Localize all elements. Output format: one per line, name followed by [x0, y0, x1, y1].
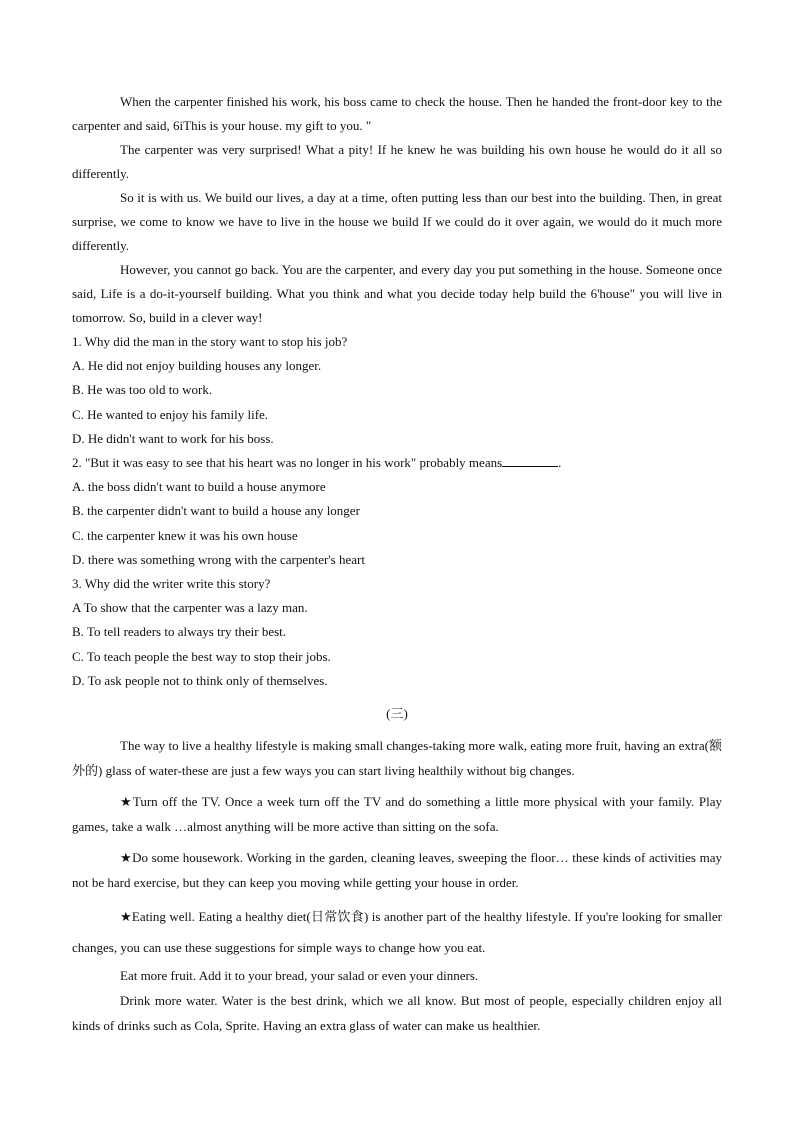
question-2-option-d: D. there was something wrong with the carpenter's heart [72, 551, 365, 567]
tip-turn-off-tv: ★Turn off the TV. Once a week turn off the TV and do something a little more physical with your family. Play games, take a walk …almost anything will be more active than sitting on the sofa. [72, 794, 722, 835]
question-1-option-a: A. He did not enjoy building houses any longer. [72, 358, 322, 374]
tip-drink-more-water: Drink more water. Water is the best drink, which we all know. But most of people, especially children enjoy all kinds of drinks such as Cola, Sprite. Having an extra glass of water can make us healthier. [72, 993, 722, 1034]
question-3-option-a: A To show that the carpenter was a lazy man. [72, 600, 308, 616]
story-paragraph-3: So it is with us. We build our lives, a day at a time, often putting less than our best into the building. Then, in great surprise, we come to know we have to live in the house we build If we could do it over again, we would do it much more differently. [72, 190, 722, 253]
question-2-option-a: A. the boss didn't want to build a house anymore [72, 479, 326, 495]
question-1-stem: 1. Why did the man in the story want to stop his job? [72, 334, 348, 349]
tip-housework: ★Do some housework. Working in the garden, cleaning leaves, sweeping the floor… these kinds of activities may not be hard exercise, but they can keep you moving while getting your house in order. [72, 850, 722, 891]
tip-eat-more-fruit: Eat more fruit. Add it to your bread, your salad or even your dinners. [120, 968, 479, 984]
document-page [72, 90, 722, 1038]
story-paragraph-4: However, you cannot go back. You are the carpenter, and every day you put something in the house. Someone once said, Life is a do-it-yourself building. What you think and what you decide today help build the 6'house" you will live in tomorrow. So, build in a clever way! [72, 262, 722, 325]
question-2-stem [72, 451, 722, 475]
story-paragraph-1: When the carpenter finished his work, his boss came to check the house. Then he handed the front-door key to the carpenter and said, 6iThis is your house. my gift to you. " [72, 94, 722, 133]
question-1-option-c: C. He wanted to enjoy his family life. [72, 406, 269, 422]
question-3-option-b: B. To tell readers to always try their best. [72, 624, 287, 640]
section-3-title: (三) [386, 706, 408, 722]
answer-blank [502, 455, 558, 467]
question-1-option-b: B. He was too old to work. [72, 382, 213, 398]
question-2-stem-end: . [558, 455, 562, 471]
story-paragraph-2: The carpenter was very surprised! What a pity! If he knew he was building his own house he would do it all so differently. [72, 142, 722, 181]
question-3-stem: 3. Why did the writer write this story? [72, 576, 271, 592]
question-2-option-b: B. the carpenter didn't want to build a house any longer [72, 503, 360, 519]
section-3-intro: The way to live a healthy lifestyle is making small changes-taking more walk, eating more fruit, having an extra(额外的) glass of water-these are just a few ways you can start living healthily without big changes. [72, 738, 722, 779]
question-3-option-c: C. To teach people the best way to stop their jobs. [72, 648, 331, 664]
question-3-option-d: D. To ask people not to think only of themselves. [72, 672, 328, 688]
tip-eating-well: ★Eating well. Eating a healthy diet(日常饮食) is another part of the healthy lifestyle. If you're looking for smaller changes, you can use these suggestions for simple ways to change how you eat. [72, 909, 722, 956]
question-2-option-c: C. the carpenter knew it was his own house [72, 527, 298, 543]
question-1-option-d: D. He didn't want to work for his boss. [72, 430, 274, 446]
question-2-stem-text: 2. "But it was easy to see that his heart was no longer in his work" probably means [72, 455, 503, 471]
